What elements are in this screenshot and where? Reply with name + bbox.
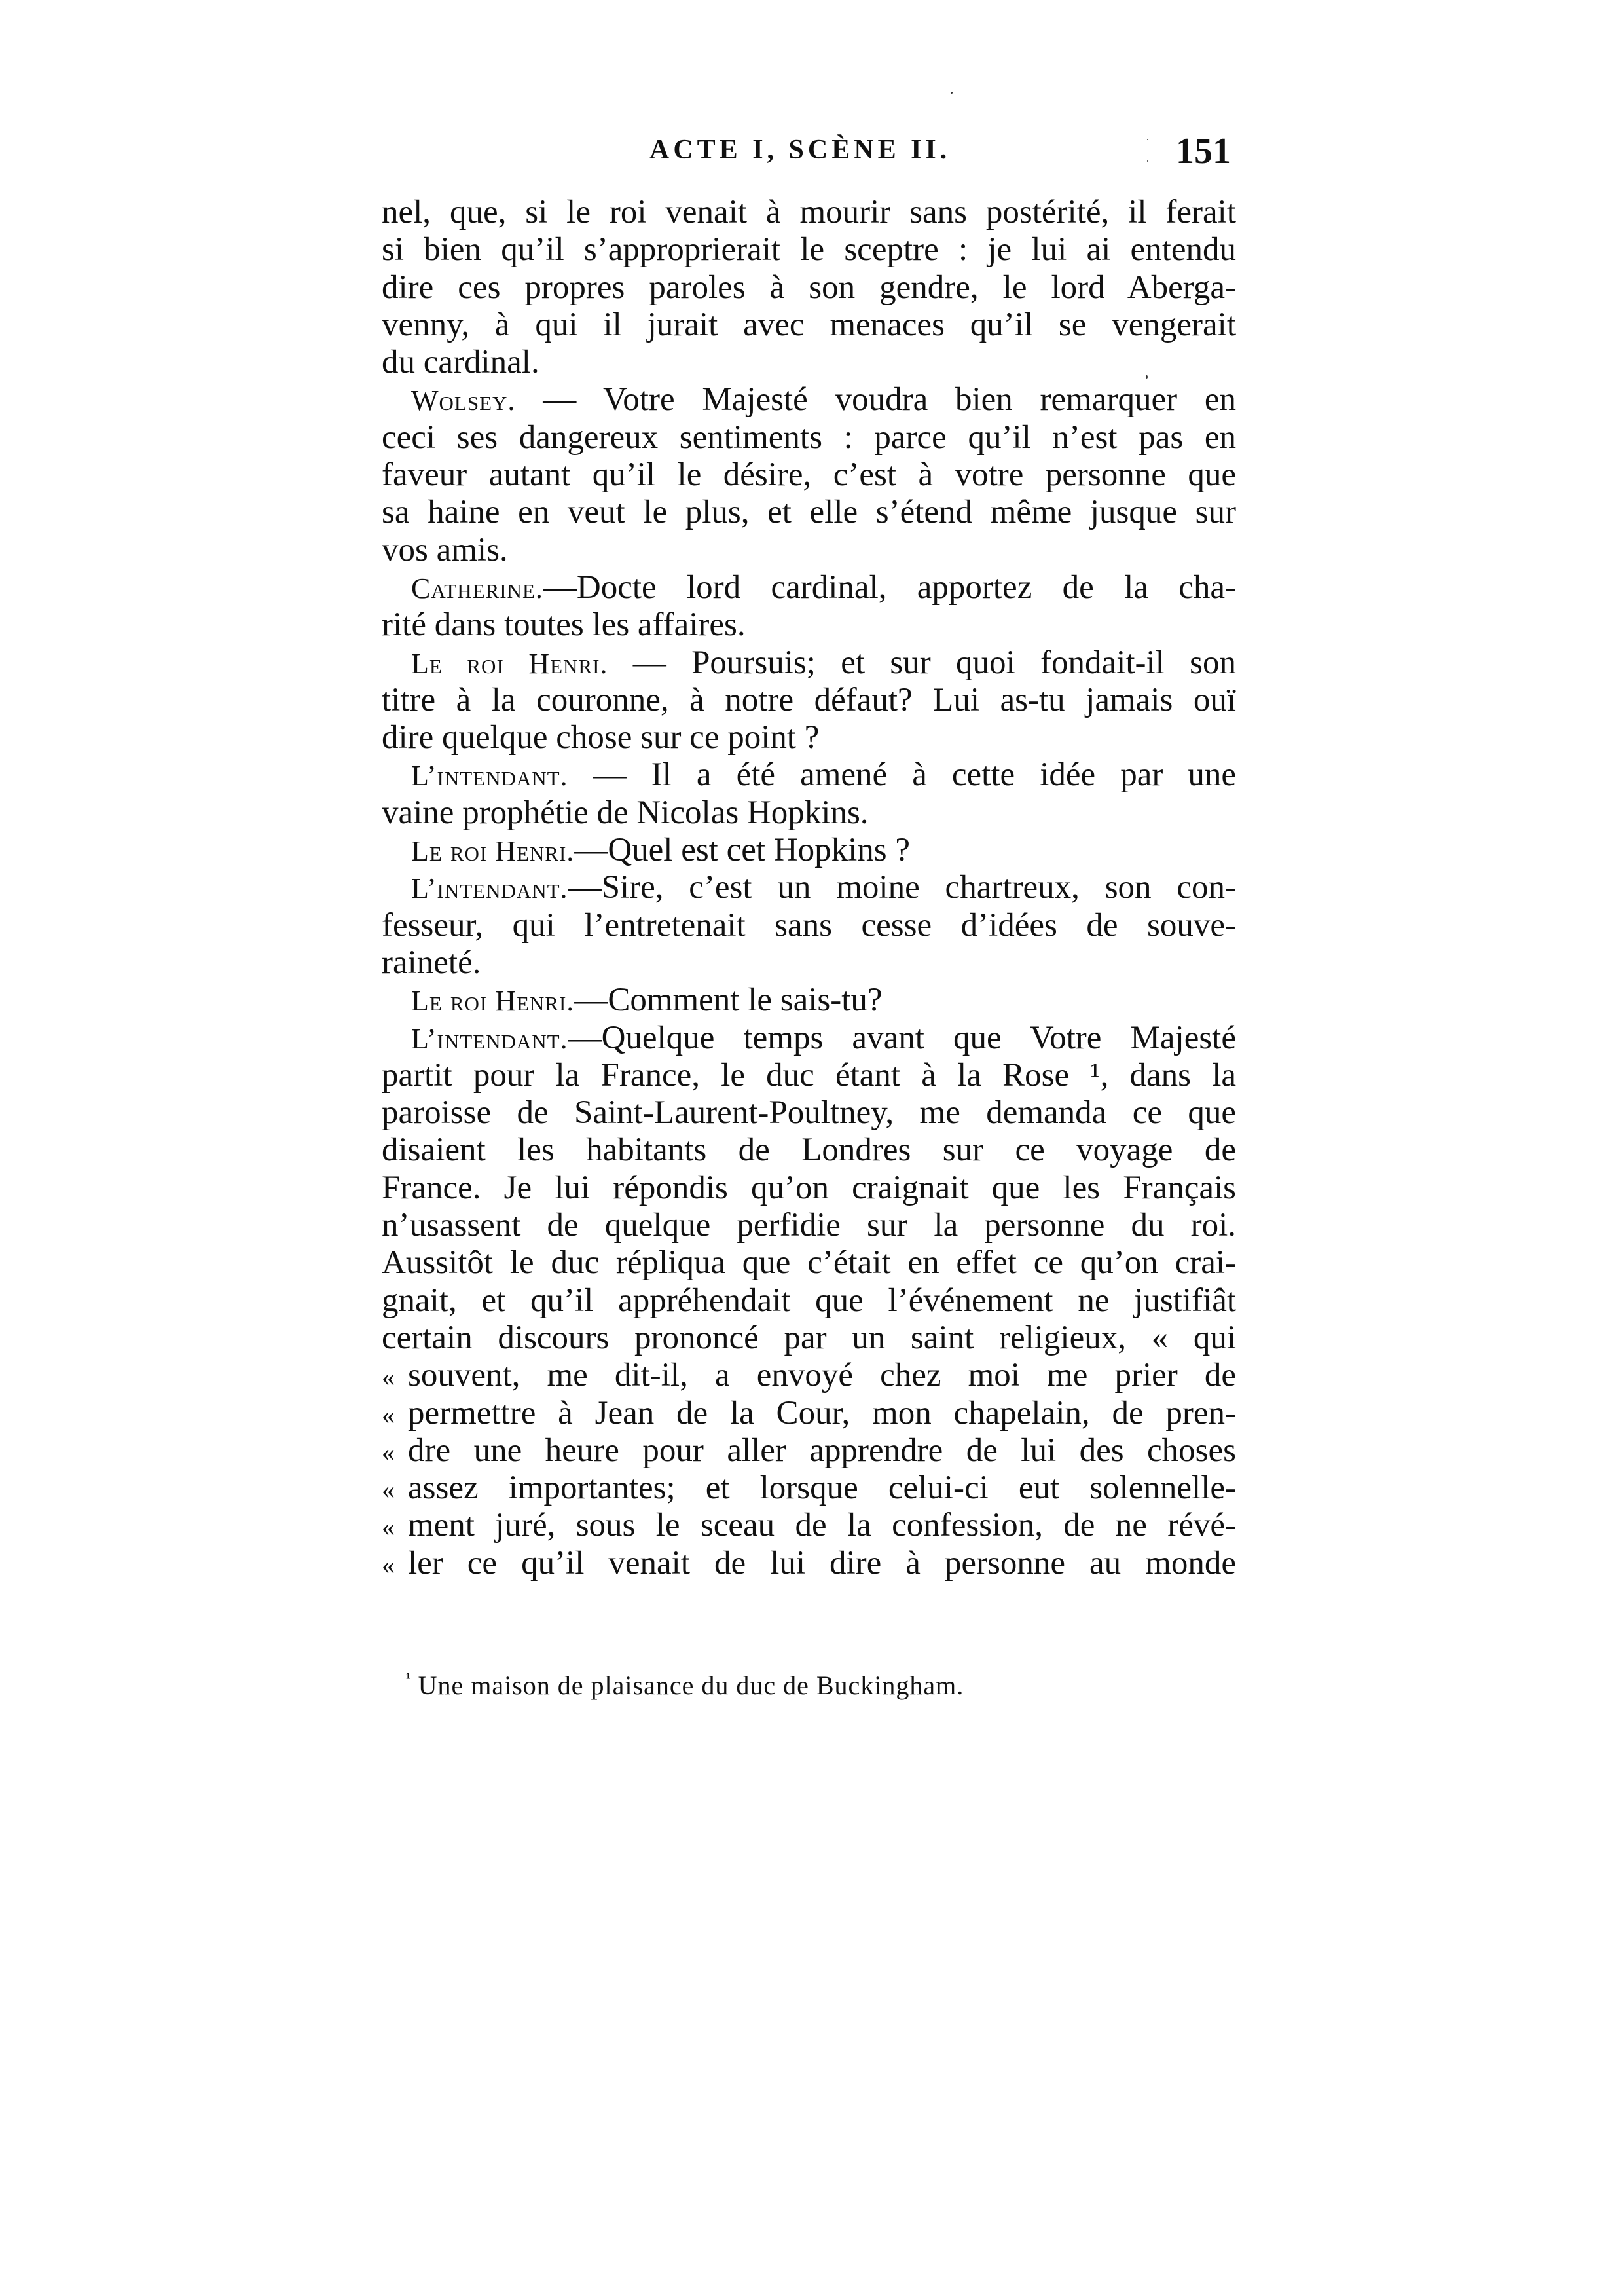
text-line [382, 1094, 1236, 1132]
line-text: titre à la couronne, à notre défaut? Lui as-tu jamais ouï [382, 681, 1236, 718]
speaker-name: L’intendant. [411, 1022, 568, 1055]
line-text: — Poursuis; et sur quoi fondait-il son [608, 644, 1236, 681]
speaker-name: Catherine. [411, 572, 543, 604]
text-line [382, 869, 1236, 906]
speaker-name: Wolsey. [411, 384, 516, 417]
speaker-name: Le roi Henri. [411, 835, 575, 868]
text-line [382, 494, 1236, 531]
scan-speck [1147, 160, 1148, 162]
line-text: dre une heure pour aller apprendre de lui des choses [408, 1432, 1236, 1469]
text-line [382, 1057, 1236, 1094]
line-text: n’usassent de quelque perfidie sur la personne du roi. [382, 1207, 1236, 1244]
quote-mark: « [382, 1437, 395, 1467]
text-line [382, 1170, 1236, 1207]
speaker-name: L’intendant. [411, 872, 568, 905]
line-text: raineté. [382, 944, 481, 981]
footnote-marker: ¹ [406, 1669, 411, 1686]
line-text: paroisse de Saint-Laurent-Poultney, me demanda ce que [382, 1094, 1236, 1132]
text-line [382, 194, 1236, 231]
text-line [382, 1320, 1236, 1357]
quote-mark: « [382, 1475, 395, 1505]
line-text: du cardinal. [382, 344, 539, 381]
line-text: ment juré, sous le sceau de la confession, de ne révé- [408, 1507, 1236, 1544]
text-line [382, 1207, 1236, 1244]
line-text: certain discours prononcé par un saint religieux, « qui [382, 1319, 1236, 1356]
line-text: vos amis. [382, 531, 508, 568]
footnote [406, 1670, 964, 1701]
line-text: — Il a été amené à cette idée par une [568, 756, 1236, 794]
line-text: — Votre Majesté voudra bien remarquer en [515, 381, 1236, 418]
line-text: dire quelque chose sur ce point ? [382, 719, 820, 756]
line-text: vaine prophétie de Nicolas Hopkins. [382, 794, 869, 831]
speaker-name: Le roi Henri. [411, 647, 608, 680]
text-line [382, 1357, 1236, 1394]
line-text: faveur autant qu’il le désire, c’est à votre personne que [382, 456, 1236, 494]
text-line [382, 344, 1236, 381]
text-line [382, 682, 1236, 719]
text-line [382, 1507, 1236, 1544]
text-line [382, 231, 1236, 268]
line-text: —Comment le sais-tu? [574, 982, 883, 1019]
line-text: rité dans toutes les affaires. [382, 606, 746, 644]
line-text: ceci ses dangereux sentiments : parce qu’il n’est pas en [382, 418, 1236, 456]
line-text: —Sire, c’est un moine chartreux, son con- [568, 869, 1236, 906]
text-line [382, 982, 1236, 1019]
line-text: gnait, et qu’il appréhendait que l’événement ne justifiât [382, 1282, 1236, 1319]
running-title: ACTE I, SCÈNE II. [649, 135, 951, 165]
scan-speck [951, 92, 953, 94]
quote-mark: « [382, 1549, 395, 1580]
line-text: dire ces propres paroles à son gendre, le lord Aberga- [382, 268, 1236, 306]
text-line [382, 306, 1236, 344]
text-line [382, 606, 1236, 644]
text-line [382, 794, 1236, 832]
quote-mark: « [382, 1512, 395, 1542]
text-line [382, 1020, 1236, 1057]
line-text: nel, que, si le roi venait à mourir sans postérité, il ferait [382, 194, 1236, 231]
quote-mark: « [382, 1399, 395, 1430]
line-text: fesseur, qui l’entretenait sans cesse d’idées de souve- [382, 906, 1236, 944]
text-line [382, 1395, 1236, 1432]
text-line [382, 1470, 1236, 1507]
line-text: —Quelque temps avant que Votre Majesté [568, 1019, 1236, 1056]
line-text: —Quel est cet Hopkins ? [574, 832, 911, 869]
line-text: —Docte lord cardinal, apportez de la cha- [543, 568, 1236, 606]
text-line [382, 719, 1236, 756]
text-line [382, 756, 1236, 794]
speaker-name: Le roi Henri. [411, 985, 575, 1018]
text-line [382, 456, 1236, 494]
line-text: permettre à Jean de la Cour, mon chapelain, de pren- [408, 1394, 1236, 1432]
text-line [382, 1132, 1236, 1169]
text-line [382, 1432, 1236, 1470]
text-line [382, 907, 1236, 944]
line-text: partit pour la France, le duc étant à la Rose ¹, dans la [382, 1056, 1236, 1094]
text-line [382, 1545, 1236, 1582]
line-text: France. Je lui répondis qu’on craignait que les Français [382, 1169, 1236, 1206]
footnote-text: Une maison de plaisance du duc de Buckingham. [418, 1671, 964, 1700]
line-text: venny, à qui il jurait avec menaces qu’il se vengerait [382, 306, 1236, 343]
text-line [382, 1282, 1236, 1320]
page-number: 151 [1176, 131, 1231, 172]
text-line [382, 944, 1236, 982]
quote-mark: « [382, 1362, 395, 1392]
running-head [382, 131, 1236, 174]
line-text: souvent, me dit-il, a envoyé chez moi me prier de [408, 1357, 1236, 1394]
text-line [382, 381, 1236, 418]
speaker-name: L’intendant. [411, 760, 568, 792]
text-line [382, 644, 1236, 682]
line-text: sa haine en veut le plus, et elle s’étend même jusque sur [382, 494, 1236, 531]
body-text [382, 194, 1236, 1582]
text-line [382, 832, 1236, 869]
line-text: assez importantes; et lorsque celui-ci eut solennelle- [408, 1470, 1236, 1507]
line-text: Aussitôt le duc répliqua que c’était en effet ce qu’on crai- [382, 1244, 1236, 1282]
text-line [382, 269, 1236, 306]
text-line [382, 419, 1236, 456]
scan-speck [1147, 139, 1148, 140]
text-line [382, 532, 1236, 569]
text-line [382, 1244, 1236, 1282]
line-text: ler ce qu’il venait de lui dire à personne au monde [408, 1544, 1236, 1582]
line-text: disaient les habitants de Londres sur ce voyage de [382, 1132, 1236, 1169]
line-text: si bien qu’il s’approprierait le sceptre : je lui ai entendu [382, 231, 1236, 268]
text-line [382, 569, 1236, 606]
